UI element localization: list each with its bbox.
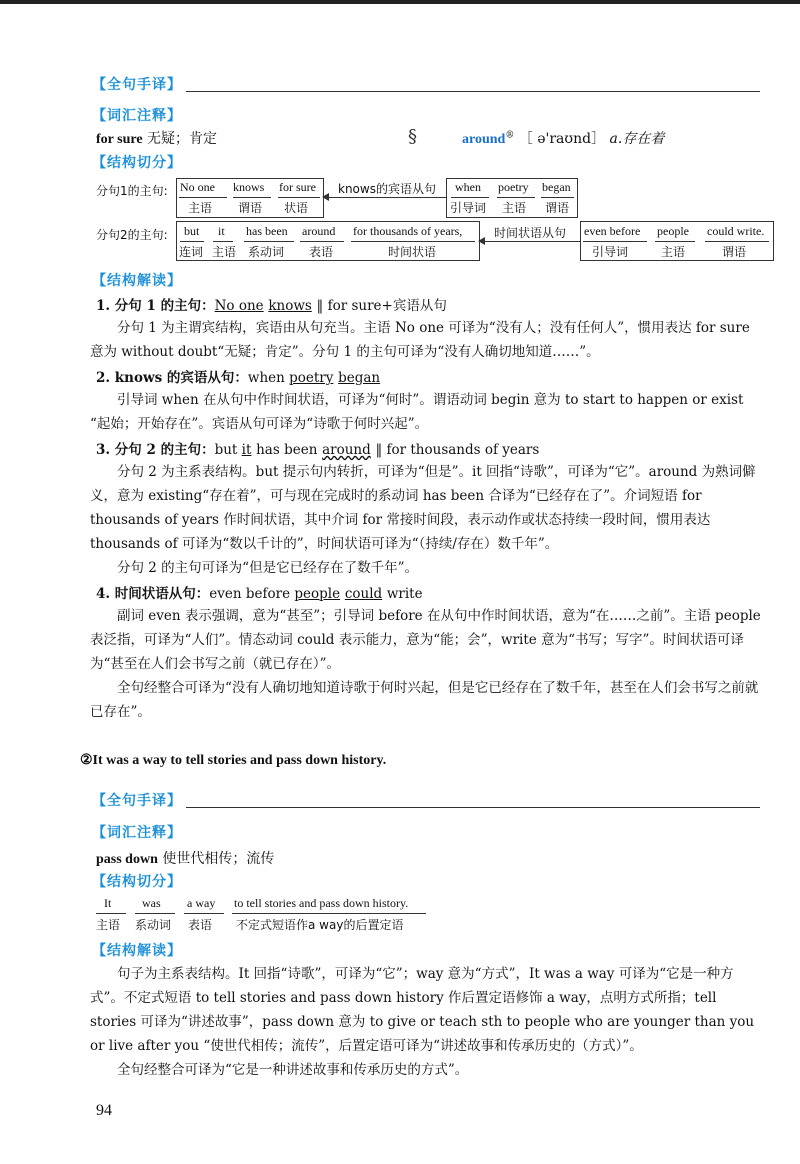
subject-underlined: people (294, 586, 341, 602)
clause2-link-label: 时间状语从句 (494, 226, 567, 240)
clause1-sub-word: when (455, 180, 481, 194)
vocab-word: pass down (96, 852, 158, 867)
clause1-role: 谓语 (238, 201, 263, 215)
s2-role: 不定式短语作a way的后置定语 (236, 918, 404, 932)
verb-underlined: knows (268, 298, 312, 314)
vocab-notes-label-2: 【词汇注释】 (92, 825, 182, 841)
underline (244, 241, 294, 242)
vocab-entry-for-sure (96, 128, 217, 148)
top-rule (0, 0, 800, 4)
s2-word: was (142, 896, 161, 910)
structure-analysis-label: 【结构解读】 (92, 273, 182, 289)
underline (583, 241, 647, 242)
underline (96, 913, 126, 914)
analysis-paragraph-2: 引导词 when 在从句中作时间状语，可译为“何时”。谓语动词 begin 意为 to start to happen or exist “起始；开始存在”。宾语从句可译为“诗歌于何时兴起”。 (90, 392, 744, 432)
verb-underlined: began (338, 370, 381, 386)
underline (232, 913, 426, 914)
full-translation-label: 【全句手译】 (92, 77, 182, 93)
bookmark-hand-icon: § (408, 126, 417, 147)
predicative-wavy: around (322, 442, 371, 458)
clause1-sub-role: 引导词 (450, 201, 487, 215)
underline (180, 241, 204, 242)
clause2-word: it (218, 224, 225, 238)
analysis-paragraph-5: 全句经整合可译为“没有人确切地知道诗歌于何时兴起，但是它已经存在了数千年，甚至在人们会书写之前就已存在”。 (90, 680, 759, 720)
clause1-word: No one (180, 180, 215, 194)
heading-word: write (386, 586, 423, 602)
s2-word: to tell stories and pass down history. (234, 896, 409, 910)
full-translation-label-2: 【全句手译】 (92, 793, 182, 809)
underline (278, 197, 320, 198)
heading-word: when (247, 370, 290, 386)
clause1-word: for sure (279, 180, 316, 194)
clause1-role: 状语 (284, 201, 309, 215)
s2-role: 表语 (188, 918, 213, 932)
clause1-sub-word: began (542, 180, 571, 194)
heading-rest: ‖ for sure+宾语从句 (316, 298, 447, 314)
vocab-entry-around (462, 128, 664, 148)
clause2-sub-word: even before (584, 224, 641, 238)
underline (179, 197, 227, 198)
heading-rest: ‖ for thousands of years (375, 442, 540, 458)
clause2-role: 时间状语 (388, 245, 437, 259)
phonetic: ［ ə'raʊnd］ (518, 131, 606, 147)
clause2-sub-word: people (657, 224, 689, 238)
analysis-heading-3 (96, 438, 539, 458)
clause1-word: knows (233, 180, 265, 194)
analysis-paragraph-1: 分句 1 为主谓宾结构，宾语由从句充当。主语 No one 可译为“没有人；没有任何人”，惯用表达 for sure 意为 without doubt“无疑；肯定”。分句 1 的主句可译为“没有人确切地知道……”。 (90, 320, 750, 360)
structure-split-label: 【结构切分】 (92, 155, 182, 171)
clause2-word: around (302, 224, 336, 238)
clause2-sub-role: 谓语 (722, 245, 747, 259)
heading-word: has been (256, 442, 318, 458)
s2-role: 系动词 (135, 918, 172, 932)
s2-word: a way (187, 896, 216, 910)
underline (135, 913, 175, 914)
clause2-role: 连词 (179, 245, 204, 259)
heading-word: even before (209, 586, 295, 602)
structure-analysis-label-2: 【结构解读】 (92, 943, 182, 959)
arrow-line (484, 241, 580, 242)
underline (541, 197, 574, 198)
analysis-heading-4 (96, 582, 423, 602)
underline (497, 197, 535, 198)
sentence-2: ②It was a way to tell stories and pass down history. (80, 753, 387, 768)
page-number: 94 (96, 1102, 112, 1119)
clause2-role: 表语 (309, 245, 334, 259)
clause2-role: 系动词 (248, 245, 285, 259)
analysis-heading-2 (96, 366, 380, 386)
vocab-word-around: around (462, 132, 506, 147)
vocab-meaning: 无疑；肯定 (147, 131, 217, 147)
clause1-sub-role: 主语 (502, 201, 527, 215)
clause1-link-label: knows的宾语从句 (338, 182, 436, 196)
vocab-meaning-around: a.存在着 (609, 131, 665, 147)
vocab-notes-label: 【词汇注释】 (92, 108, 182, 124)
underline (184, 913, 224, 914)
vocab-word: for sure (96, 132, 143, 147)
heading-title: 2. knows 的宾语从句： (96, 370, 248, 386)
heading-title: 4. 时间状语从句： (96, 586, 210, 602)
clause2-label: 分句2的主句: (96, 228, 168, 242)
translation-blank-line[interactable] (186, 91, 760, 92)
clause2-word: for thousands of years, (353, 224, 463, 238)
clause1-sub-word: poetry (498, 180, 529, 194)
underline (233, 197, 271, 198)
underline (655, 241, 695, 242)
structure-split-label-2: 【结构切分】 (92, 874, 182, 890)
s2-analysis-paragraph-2: 全句经整合可译为“它是一种讲述故事和传承历史的方式”。 (117, 1062, 469, 1078)
clause2-role: 主语 (212, 245, 237, 259)
underline (351, 241, 475, 242)
clause2-sub-word: could write. (707, 224, 765, 238)
heading-word: but (214, 442, 242, 458)
heading-title: 3. 分句 2 的主句： (96, 442, 215, 458)
heading-title: 1. 分句 1 的主句： (96, 298, 215, 314)
clause2-word: but (184, 224, 200, 238)
underline (451, 197, 489, 198)
vocab-entry-pass-down (96, 848, 274, 868)
subject-underlined: it (241, 442, 252, 458)
clause2-word: has been (246, 224, 288, 238)
underline (705, 241, 769, 242)
translation-blank-line-2[interactable] (186, 807, 760, 808)
frequency-badge-icon: ® (505, 130, 515, 141)
s2-analysis-paragraph-1: 句子为主系表结构。It 回指“诗歌”，可译为“它”；way 意为“方式”，It was a way 可译为“它是一种方式”。不定式短语 to tell stories and pass down history 作后置定语修饰 a way，点明方式所指；tell stories 可译为“讲述故事”，pass down 意为 to give or teach sth to people who are younger than you or live after you “使世代相传；流传”，后置定语可译为“讲述故事和传承历史的（方式）”。 (90, 966, 755, 1054)
clause2-sub-role: 引导词 (592, 245, 629, 259)
underline (300, 241, 344, 242)
s2-role: 主语 (96, 918, 121, 932)
analysis-paragraph-3: 分句 2 为主系表结构。but 提示句内转折，可译为“但是”。it 回指“诗歌”，可译为“它”。around 为熟词僻义，意为 existing“存在着”，可与现在完成时的系动词 has been 合译为“已经存在了”。介词短语 for thousands of years 作时间状语，其中介词 for 常接时间段，表示动作或状态持续一段时间，惯用表达 thousands of 可译为“数以千计的”，时间状语可译为“（持续/存在）数千年”。 (90, 464, 756, 552)
verb-underlined: could (344, 586, 383, 602)
arrow-line (328, 197, 446, 198)
analysis-paragraph-4: 副词 even 表示强调，意为“甚至”；引导词 before 在从句中作时间状语，意为“在……之前”。主语 people 表泛指，可译为“人们”。情态动词 could 表示能力，意为“能；会”，write 意为“书写；写字”。时间状语可译为“甚至在人们会书写之前（就已存在）”。 (90, 608, 761, 672)
underline (213, 241, 233, 242)
clause1-role: 主语 (188, 201, 213, 215)
s2-word: It (104, 896, 112, 910)
clause1-label: 分句1的主句: (96, 184, 168, 198)
clause1-sub-role: 谓语 (545, 201, 570, 215)
analysis-heading-1 (96, 294, 447, 314)
subject-underlined: poetry (289, 370, 334, 386)
analysis-paragraph-3b: 分句 2 的主句可译为“但是它已经存在了数千年”。 (117, 560, 418, 576)
subject-underlined: No one (214, 298, 264, 314)
clause2-sub-role: 主语 (661, 245, 686, 259)
vocab-meaning: 使世代相传；流传 (162, 851, 275, 867)
